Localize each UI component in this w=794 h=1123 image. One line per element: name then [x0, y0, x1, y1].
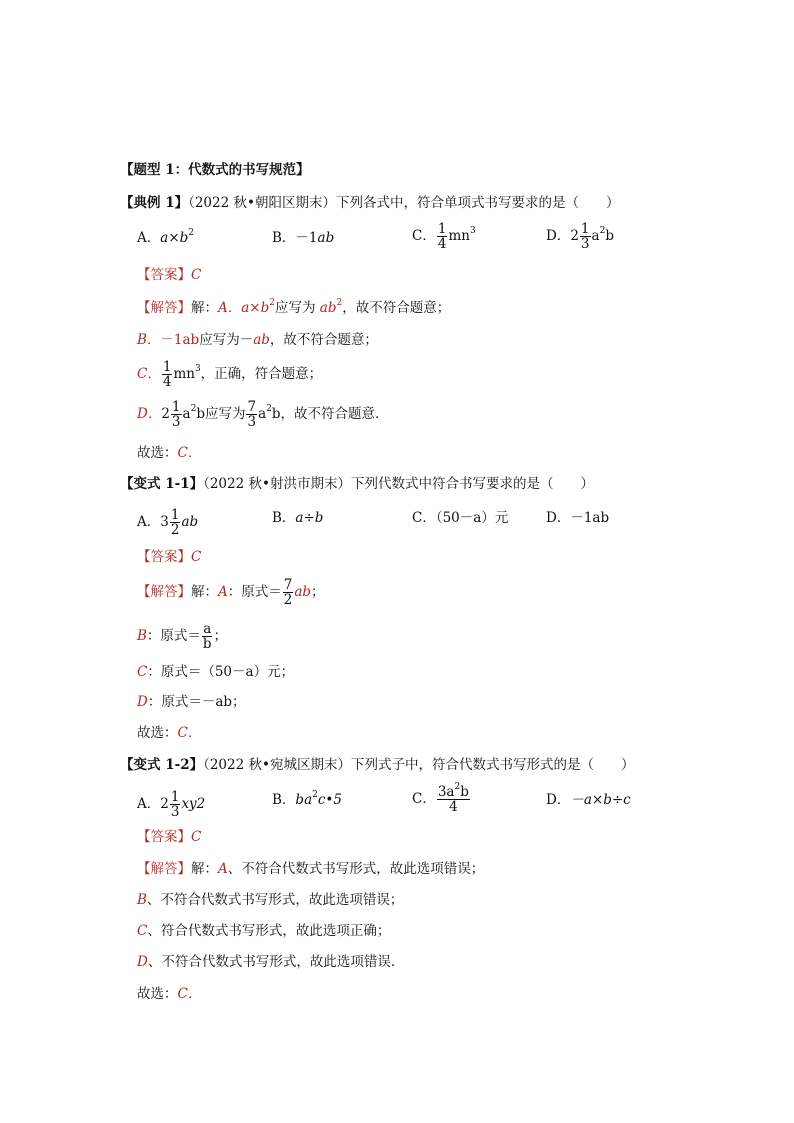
math-exp: 3: [469, 226, 476, 236]
option-d: D．－1ab: [546, 510, 610, 526]
variant-1-1-answer: 【答案】C: [137, 549, 202, 565]
option-c: [412, 222, 476, 251]
option-b: B．a÷b: [272, 510, 324, 526]
fraction: $\frac{1}{3}$: [170, 789, 180, 820]
option-a: A．2 $\frac{1}{3}$ xy2: [137, 789, 206, 820]
variant-1-2-question: 【变式 1-2】（2022 秋•宛城区期末）下列式子中，符合代数式书写形式的是（ ）: [120, 757, 635, 773]
section-title: 【题型 1：代数式的书写规范】: [120, 162, 310, 178]
example-answer: [137, 265, 201, 285]
variant-1-1-choose: 故选：C．: [137, 725, 202, 741]
math-var: a: [160, 230, 169, 246]
fraction: $\frac{3a^2b}{4}$: [437, 782, 469, 815]
math-op: ×: [168, 230, 180, 246]
option-b: B．$ba^2c•5$: [272, 790, 342, 808]
variant-1-2-answer: 【答案】C: [137, 829, 202, 845]
variant-1-1-solution-1: 【解答】解：A：原式＝ $\frac{7}{2}$ ab；: [137, 577, 325, 608]
math-var: b: [179, 230, 189, 246]
math-var: ab: [317, 230, 335, 246]
fraction: $\frac{1}{4}$: [162, 359, 172, 390]
fraction: $\frac{7}{2}$: [283, 577, 293, 608]
variant-1-2-solution-1: 【解答】解：A、不符合代数式书写形式，故此选项错误；: [137, 861, 485, 877]
option-label: C．: [412, 228, 436, 244]
answer-tag: 【答案】: [137, 267, 191, 283]
example-solution-1: 【解答】解：A．$a\times b^2$应写为 $ab^2$，故不符合题意；: [137, 298, 451, 316]
example-question-text: 下列各式中，符合单项式书写要求的是（ ）: [335, 195, 620, 211]
option-a: [137, 228, 194, 248]
math-text: －1: [295, 230, 318, 246]
variant-1-2-solution-4: D、不符合代数式书写形式，故此选项错误．: [137, 954, 405, 970]
example-tag: 【典例 1】: [120, 195, 189, 211]
example-solution-3: C． $\frac{1}{4}$ $mn^3$，正确，符合题意；: [137, 359, 323, 390]
solution-tag: 【解答】: [137, 300, 191, 316]
example-choose: 故选：C．: [137, 445, 202, 461]
option-d: D．2 $\frac{1}{3}$ $a^2b$: [546, 221, 614, 252]
example-solution-2: B．－1ab应写为－ab，故不符合题意；: [137, 332, 378, 348]
fraction: $\frac{1}{3}$: [580, 221, 590, 252]
option-label: D．: [546, 228, 571, 244]
variant-1-2-solution-3: C、符合代数式书写形式，故此选项正确；: [137, 923, 391, 939]
fraction: $\frac{1}{3}$: [171, 399, 181, 430]
variant-1-2-choose: 故选：C．: [137, 986, 202, 1002]
option-c: C． $\frac{3a^2b}{4}$: [412, 782, 469, 815]
option-b: [272, 228, 334, 248]
example-1-question: [120, 193, 619, 213]
example-solution-4: D．2 $\frac{1}{3}$ $a^2b$应写为 $\frac{7}{3}$ $a^2b$，故不符合题意．: [137, 399, 389, 430]
option-label: B．: [272, 230, 296, 246]
variant-1-1-question: 【变式 1-1】（2022 秋•射洪市期末）下列代数式中符合书写要求的是（ ）: [120, 476, 594, 492]
variant-1-1-solution-3: C：原式＝（50－a）元；: [137, 664, 295, 680]
variant-1-2-solution-2: B、不符合代数式书写形式，故此选项错误；: [137, 892, 404, 908]
math-text: mn: [448, 228, 470, 244]
fraction: $\frac{a}{b}$: [202, 621, 212, 652]
option-d: D．－a×b÷c: [546, 792, 631, 808]
variant-tag: 【变式 1-1】: [120, 476, 204, 492]
fraction: $\frac{7}{3}$: [247, 399, 257, 430]
example-source: （2022 秋•朝阳区期末）: [188, 195, 336, 211]
math-exp: 2: [188, 228, 195, 238]
variant-1-1-solution-4: D：原式＝－ab；: [137, 694, 246, 710]
option-a: A．3 $\frac{1}{2}$ ab: [137, 507, 199, 538]
variant-1-1-solution-2: B：原式＝ $\frac{a}{b}$ ；: [137, 621, 228, 652]
fraction: $\frac{1}{2}$: [170, 507, 180, 538]
option-c: C．（50－a）元: [412, 510, 509, 526]
answer-value: C: [191, 267, 202, 283]
fraction: $\frac{1}{4}$: [437, 221, 447, 252]
option-label: A．: [137, 230, 161, 246]
